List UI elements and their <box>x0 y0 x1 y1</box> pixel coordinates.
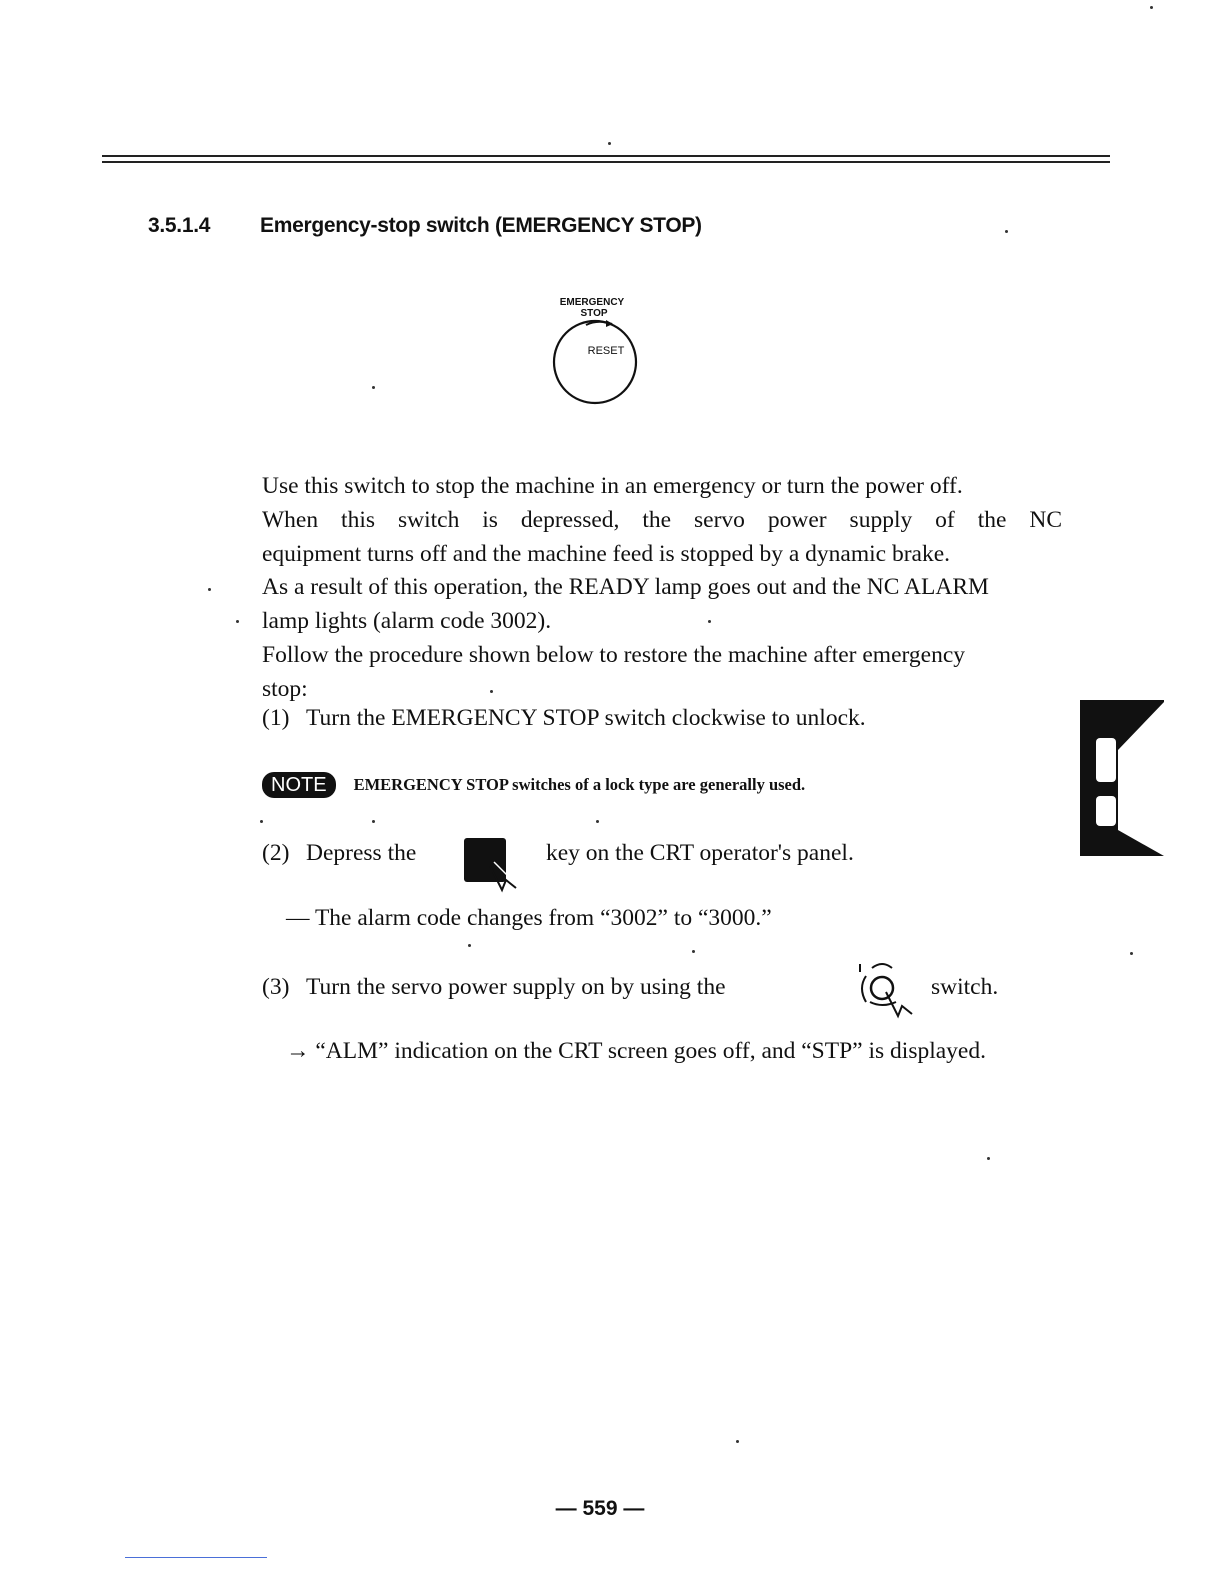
step-2-after <box>546 840 854 867</box>
scan-speck <box>987 1157 990 1160</box>
scan-speck <box>260 820 263 823</box>
step-text-before: Depress the <box>306 840 417 866</box>
chapter-tab-e-icon <box>1080 700 1164 856</box>
paragraph-line: lamp lights (alarm code 3002). <box>262 608 552 635</box>
scan-speck <box>236 620 239 623</box>
note-text: EMERGENCY STOP switches of a lock type are generally used. <box>353 775 806 794</box>
step-3 <box>262 974 726 1001</box>
scan-speck <box>372 386 375 389</box>
scan-speck <box>596 820 599 823</box>
step-1 <box>262 705 866 732</box>
step-label: (1) <box>262 705 290 731</box>
footer-line <box>125 1557 267 1558</box>
step-label: (2) <box>262 840 290 866</box>
section-heading <box>148 214 702 238</box>
paragraph-line: equipment turns off and the machine feed is stopped by a dynamic brake. <box>262 540 951 567</box>
scan-speck <box>490 690 493 693</box>
figure-label-reset: RESET <box>587 345 625 357</box>
result-line-1: — The alarm code changes from “3002” to “3000.” <box>286 905 772 931</box>
figure-label-emergency: EMERGENCY <box>559 297 625 308</box>
scan-speck <box>1150 6 1153 9</box>
scan-speck <box>1130 952 1133 955</box>
paragraph-line: When this switch is depressed, the servo power supply of the NC <box>262 506 1062 533</box>
servo-power-on-switch-icon <box>852 958 922 1020</box>
reset-key-icon <box>460 836 524 894</box>
scan-speck <box>608 142 611 145</box>
emergency-stop-switch-figure <box>548 292 648 412</box>
emergency-stop-button-icon <box>554 321 636 403</box>
step-text-before: Turn the servo power supply on by using the <box>306 974 726 1000</box>
scan-speck <box>468 944 471 947</box>
result-line-2: → “ALM” indication on the CRT screen goes off, and “STP” is displayed. <box>286 1038 986 1064</box>
step-label: (3) <box>262 974 290 1000</box>
top-rule-lower <box>102 161 1110 163</box>
step-3-after <box>931 974 998 1001</box>
note-badge: NOTE <box>262 772 336 798</box>
scan-speck <box>736 1440 739 1443</box>
scan-speck <box>708 620 711 623</box>
note <box>262 772 805 802</box>
paragraph-line: Use this switch to stop the machine in an emergency or turn the power off. <box>262 473 963 499</box>
paragraph-line: stop: <box>262 675 308 702</box>
step-2 <box>262 840 416 867</box>
paragraph-line: As a result of this operation, the READY lamp goes out and the NC ALARM <box>262 574 989 601</box>
step-text: Turn the EMERGENCY STOP switch clockwise to unlock. <box>306 705 866 731</box>
page-number: — 559 — <box>555 1497 645 1520</box>
top-rule-upper <box>102 155 1110 157</box>
figure-label-stop: STOP <box>580 308 608 319</box>
paragraph-line: Follow the procedure shown below to restore the machine after emergency <box>262 641 966 668</box>
scan-speck <box>692 950 695 953</box>
scan-speck <box>208 588 211 591</box>
section-title: Emergency-stop switch (EMERGENCY STOP) <box>260 214 702 237</box>
scan-speck <box>372 820 375 823</box>
description-paragraph <box>262 470 1062 707</box>
step-text-after: switch. <box>931 974 999 1000</box>
scan-speck <box>1005 230 1008 233</box>
step-text-after: key on the CRT operator's panel. <box>546 840 854 866</box>
section-number: 3.5.1.4 <box>148 214 211 237</box>
